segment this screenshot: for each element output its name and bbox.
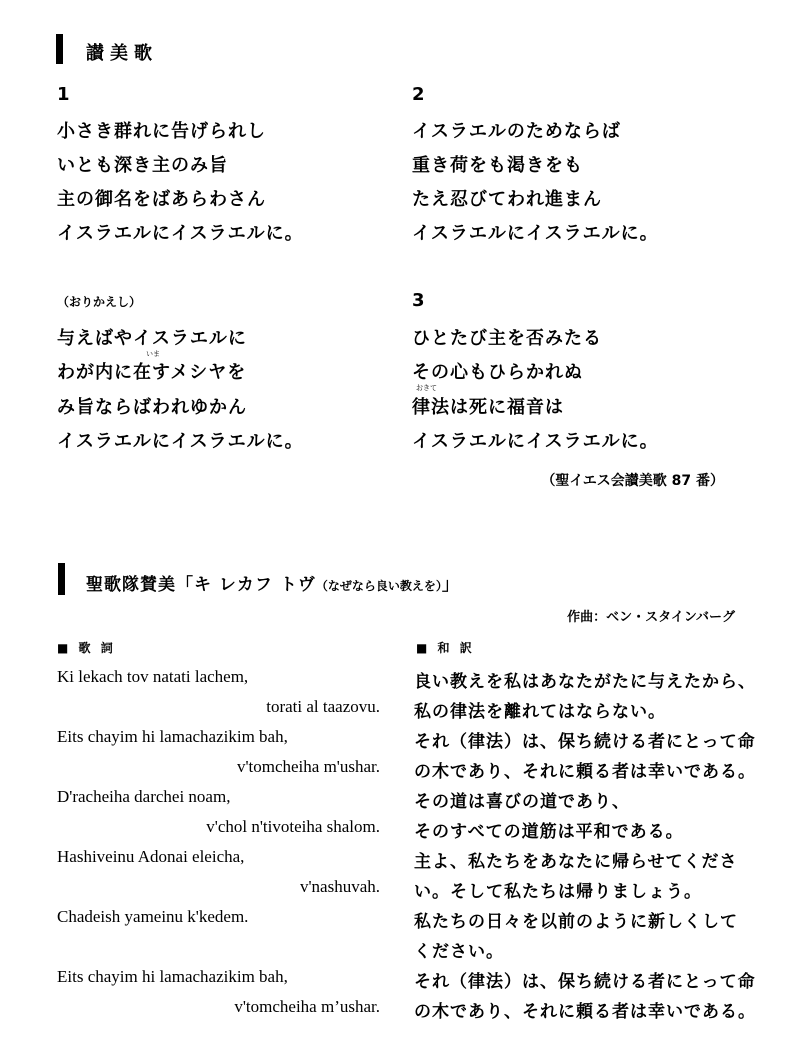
refrain-line: わが内に在すメシヤを <box>57 362 247 383</box>
verse-line: イスラエルにイスラエルに。 <box>57 223 304 244</box>
translation-header: ■ 和 訳 <box>416 641 475 655</box>
translation-line: それ（律法）は、保ち続ける者にとって命 <box>414 972 756 992</box>
section-marker <box>56 34 63 64</box>
lyric-line: v'tomcheiha m'ushar. <box>236 757 380 776</box>
verse-line: 主の御名をばあらわさん <box>57 189 266 210</box>
translation-line: そのすべての道筋は平和である。 <box>414 822 684 842</box>
translation-line: その道は喜びの道であり、 <box>414 792 630 812</box>
choir-title-main: 聖歌隊賛美「キ レカフ トヴ <box>86 575 316 595</box>
verse-number: 1 <box>57 84 70 105</box>
verse-line: イスラエルにイスラエルに。 <box>412 431 659 452</box>
lyric-line: D'racheiha darchei noam, <box>57 787 231 806</box>
translation-line: 私の律法を離れてはならない。 <box>414 702 666 722</box>
refrain-line: イスラエルにイスラエルに。 <box>57 431 304 452</box>
translation-line: の木であり、それに頼る者は幸いである。 <box>414 762 756 782</box>
verse-line: たえ忍びてわれ進まん <box>412 189 602 210</box>
choir-title <box>86 570 459 595</box>
lyric-line: Hashiveinu Adonai eleicha, <box>57 847 245 866</box>
lyric-line: Eits chayim hi lamachazikim bah, <box>57 967 288 986</box>
lyric-line: Eits chayim hi lamachazikim bah, <box>57 727 288 746</box>
verse-line: 重き荷をも渇きをも <box>412 155 583 176</box>
verse-number: 3 <box>412 290 425 311</box>
verse-line: いとも深き主のみ旨 <box>57 155 228 176</box>
lyric-line: Chadeish yameinu k'kedem. <box>57 907 249 926</box>
lyric-line: v'nashuvah. <box>299 877 380 896</box>
refrain-label: （おりかえし） <box>57 295 142 309</box>
section-marker <box>58 563 65 595</box>
lyric-line: torati al taazovu. <box>266 697 380 716</box>
lyric-line: v'chol n'tivoteiha shalom. <box>206 817 380 836</box>
refrain-line: 与えばやイスラエルに <box>57 328 247 349</box>
translation-line: 良い教えを私はあなたがたに与えたから、 <box>414 672 756 692</box>
composer-credit: 作曲：ベン・スタインバーグ <box>567 610 735 625</box>
verse-line: イスラエルにイスラエルに。 <box>412 223 659 244</box>
verse-line: 小さき群れに告げられし <box>57 121 266 142</box>
hymn-source: （聖イエス会讃美歌 87 番） <box>541 473 724 489</box>
translation-line: ください。 <box>414 942 504 962</box>
lyric-line: Ki lekach tov natati lachem, <box>57 667 249 686</box>
lyric-line: v'tomcheiha m’ushar. <box>234 997 380 1016</box>
translation-line: の木であり、それに頼る者は幸いである。 <box>414 1002 756 1022</box>
translation-line: い。そして私たちは帰りましょう。 <box>414 882 702 902</box>
verse-line: ひとたび主を否みたる <box>412 328 602 349</box>
choir-title-sub: （なぜなら良い教えを） <box>315 579 442 593</box>
verse-line: イスラエルのためならば <box>412 121 621 142</box>
verse-number: 2 <box>412 84 425 105</box>
verse-line: その心もひらかれぬ <box>412 362 583 383</box>
hymn-title: 讃美歌 <box>86 43 158 64</box>
ruby-annotation: おきて <box>416 384 437 392</box>
lyrics-header: ■ 歌 詞 <box>57 641 116 655</box>
translation-line: それ（律法）は、保ち続ける者にとって命 <box>414 732 756 752</box>
verse-line: 律法は死に福音は <box>412 397 564 418</box>
translation-line: 主よ、私たちをあなたに帰らせてくださ <box>414 852 738 872</box>
ruby-annotation: いま <box>146 350 160 358</box>
refrain-line: み旨ならばわれゆかん <box>57 397 247 418</box>
choir-title-end: 」 <box>441 575 459 595</box>
translation-line: 私たちの日々を以前のように新しくして <box>414 912 738 932</box>
